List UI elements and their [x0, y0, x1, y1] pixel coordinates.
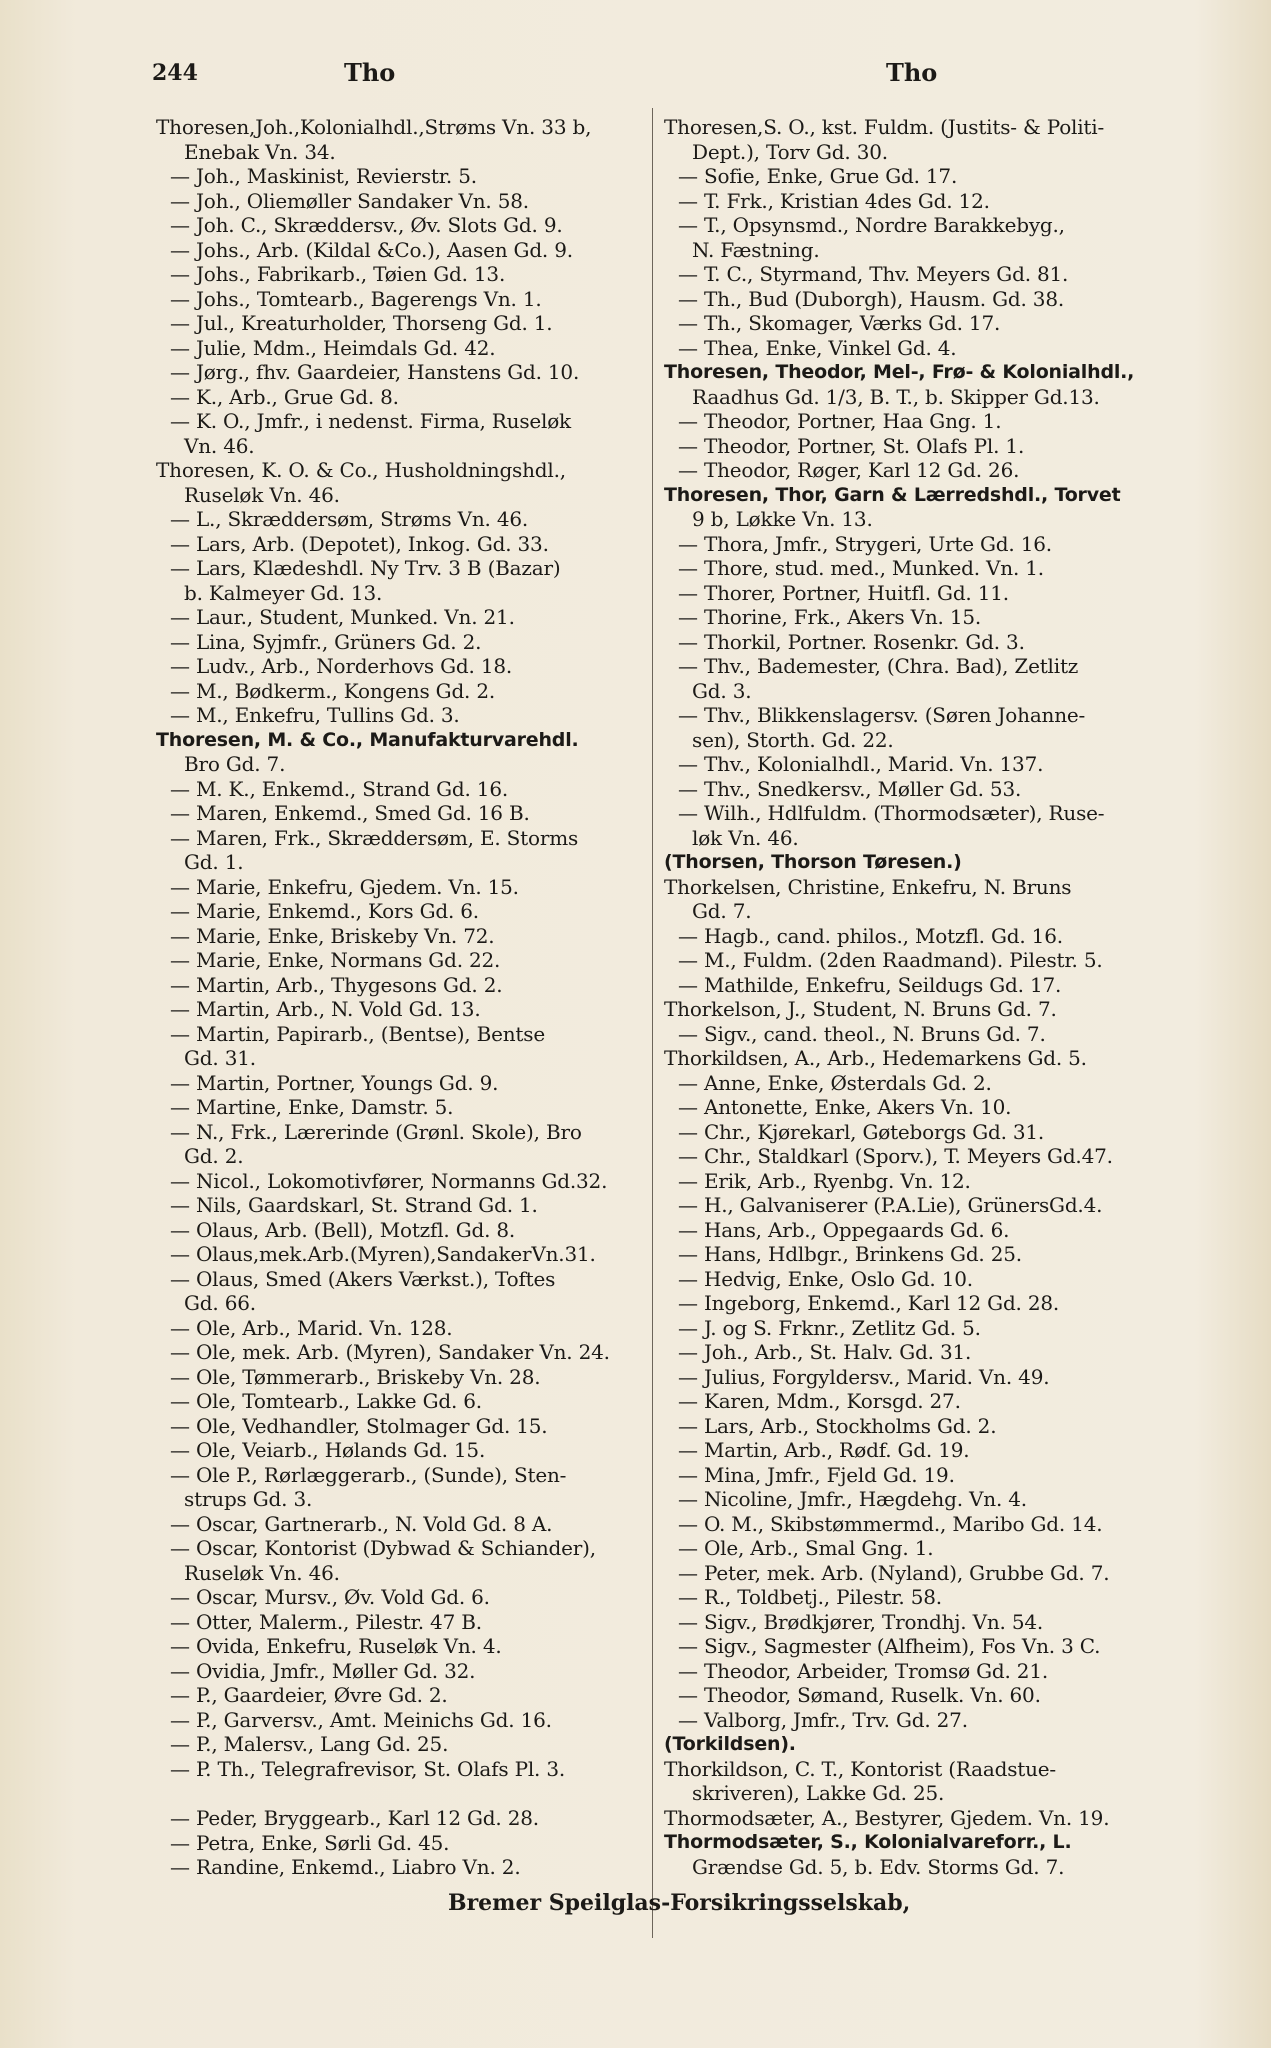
directory-entry-line: — Ole, Veiarb., Hølands Gd. 15. [170, 1438, 486, 1462]
directory-entry-line: — Olaus, Arb. (Bell), Motzfl. Gd. 8. [170, 1217, 516, 1242]
directory-entry-line: løk Vn. 46. [692, 825, 799, 850]
directory-entry-line: Gd. 66. [184, 1291, 256, 1315]
directory-entry-line: — T., Opsynsmd., Nordre Barakkebyg., [678, 213, 1065, 237]
directory-entry-line: — Theodor, Røger, Karl 12 Gd. 26. [678, 458, 1020, 482]
directory-entry-line: Thoresen, Theodor, Mel-, Frø- & Kolonialhdl., [664, 361, 1135, 383]
directory-entry-line: — Martin, Arb., Rødf. Gd. 19. [678, 1438, 970, 1462]
directory-entry-line: (Torkildsen). [664, 1733, 796, 1755]
directory-entry-line: Thorkelsen, Christine, Enkefru, N. Bruns [664, 874, 1072, 899]
directory-entry-line: — Thore, stud. med., Munked. Vn. 1. [678, 556, 1044, 580]
directory-entry-line: — Laur., Student, Munked. Vn. 21. [170, 605, 515, 629]
directory-entry-line: — Lars, Klædeshdl. Ny Trv. 3 B (Bazar) [170, 556, 561, 580]
left-column [156, 115, 666, 1880]
directory-entry-line: N. Fæstning. [692, 237, 820, 262]
directory-entry-line: Ruseløk Vn. 46. [184, 1560, 340, 1585]
directory-entry-line: — Joh., Maskinist, Revierstr. 5. [170, 164, 477, 188]
directory-entry-line: — Martin, Arb., N. Vold Gd. 13. [170, 997, 481, 1021]
directory-entry-line: Thormodsæter, A., Bestyrer, Gjedem. Vn. 19. [664, 1805, 1110, 1830]
directory-entry-line: Thorkildson, C. T., Kontorist (Raadstue- [664, 1756, 1056, 1781]
directory-entry-line: — Mina, Jmfr., Fjeld Gd. 19. [678, 1462, 955, 1487]
directory-entry-line: — P., Gaardeier, Øvre Gd. 2. [170, 1683, 448, 1707]
directory-entry-line: — Th., Skomager, Værks Gd. 17. [678, 311, 1001, 335]
directory-entry-line: — Petra, Enke, Sørli Gd. 45. [170, 1830, 450, 1855]
directory-entry-line: Gd. 31. [184, 1046, 256, 1070]
directory-entry-line: Dept.), Torv Gd. 30. [692, 139, 888, 164]
directory-entry-line: — Erik, Arb., Ryenbg. Vn. 12. [678, 1168, 971, 1193]
directory-entry-line: — Valborg, Jmfr., Trv. Gd. 27. [678, 1707, 968, 1732]
footer-advert: Bremer Speilglas-Forsikringsselskab, [448, 1890, 911, 1916]
directory-entry-line: — Ole P., Rørlæggerarb., (Sunde), Sten- [170, 1462, 567, 1487]
directory-entry-line: — R., Toldbetj., Pilestr. 58. [678, 1585, 942, 1609]
directory-entry-line: — Julius, Forgyldersv., Marid. Vn. 49. [678, 1364, 1050, 1389]
directory-entry-line: — Chr., Staldkarl (Sporv.), T. Meyers Gd.47. [678, 1144, 1113, 1168]
directory-entry-line: — Thorer, Portner, Huitfl. Gd. 11. [678, 580, 1009, 605]
directory-entry-line: — Maren, Frk., Skræddersøm, E. Storms [170, 825, 579, 850]
directory-entry-line: — Mathilde, Enkefru, Seildugs Gd. 17. [678, 972, 1062, 997]
directory-entry-line: — Thv., Blikkenslagersv. (Søren Johanne- [678, 703, 1086, 727]
directory-entry-line: — Thv., Snedkersv., Møller Gd. 53. [678, 776, 1022, 801]
directory-entry-line: — Hans, Hdlbgr., Brinkens Gd. 25. [678, 1242, 1022, 1266]
directory-entry-line: — Jul., Kreaturholder, Thorseng Gd. 1. [170, 311, 553, 335]
directory-entry-line: — Olaus,mek.Arb.(Myren),SandakerVn.31. [170, 1242, 596, 1266]
directory-entry-line: Vn. 46. [184, 433, 255, 458]
directory-entry-line: Raadhus Gd. 1/3, B. T., b. Skipper Gd.13. [692, 384, 1100, 409]
directory-entry-line: — Hans, Arb., Oppegaards Gd. 6. [678, 1217, 1010, 1242]
directory-entry-line: — Johs., Tomtearb., Bagerengs Vn. 1. [170, 286, 542, 311]
directory-entry-line: Thoresen,Joh.,Kolonialhdl.,Strøms Vn. 33 b, [156, 115, 592, 139]
directory-entry-line: — Ole, Tømmerarb., Briskeby Vn. 28. [170, 1364, 541, 1389]
directory-entry-line: — P., Malersv., Lang Gd. 25. [170, 1732, 449, 1756]
directory-entry-line: — Hedvig, Enke, Oslo Gd. 10. [678, 1266, 973, 1291]
directory-entry-line: — T. Frk., Kristian 4des Gd. 12. [678, 188, 990, 213]
directory-entry-line: — Joh. C., Skræddersv., Øv. Slots Gd. 9. [170, 213, 563, 237]
directory-entry-line: — Ole, Vedhandler, Stolmager Gd. 15. [170, 1413, 548, 1438]
directory-entry-line: — Martin, Arb., Thygesons Gd. 2. [170, 972, 503, 997]
directory-entry-line: — Nicol., Lokomotivfører, Normanns Gd.32. [170, 1168, 608, 1193]
directory-entry-line: — Theodor, Sømand, Ruselk. Vn. 60. [678, 1683, 1041, 1707]
directory-entry-line: — Peder, Bryggearb., Karl 12 Gd. 28. [170, 1806, 539, 1830]
directory-entry-line: — Theodor, Portner, St. Olafs Pl. 1. [678, 433, 1025, 458]
directory-entry-line: Gd. 1. [184, 850, 244, 874]
directory-entry-line: — Thorine, Frk., Akers Vn. 15. [678, 605, 982, 629]
page-number: 244 [152, 60, 198, 86]
right-column [664, 115, 1174, 1879]
directory-entry-line: Enebak Vn. 34. [184, 139, 336, 164]
directory-entry-line: Thoresen, Thor, Garn & Lærredshdl., Torvet [664, 483, 1121, 506]
running-head-left: Tho [344, 58, 396, 87]
directory-entry-line: — Theodor, Portner, Haa Gng. 1. [678, 409, 1002, 433]
directory-entry-line: — Thv., Kolonialhdl., Marid. Vn. 137. [678, 752, 1044, 776]
directory-entry-line: — Ole, Arb., Marid. Vn. 128. [170, 1315, 453, 1340]
directory-entry-line: Thorkelson, J., Student, N. Bruns Gd. 7. [664, 997, 1057, 1021]
directory-entry-line: — Marie, Enke, Normans Gd. 22. [170, 948, 501, 972]
directory-entry-line: — Thea, Enke, Vinkel Gd. 4. [678, 335, 957, 360]
directory-entry-line: Gd. 3. [692, 678, 752, 703]
directory-entry-line: — Ole, mek. Arb. (Myren), Sandaker Vn. 24. [170, 1340, 610, 1364]
directory-entry-line: — Antonette, Enke, Akers Vn. 10. [678, 1095, 1012, 1119]
directory-entry-line: — M., Enkefru, Tullins Gd. 3. [170, 703, 460, 727]
directory-entry-line: b. Kalmeyer Gd. 13. [184, 580, 383, 605]
directory-entry-line: — Martin, Portner, Youngs Gd. 9. [170, 1070, 499, 1095]
directory-entry-line: — Jørg., fhv. Gaardeier, Hanstens Gd. 10. [170, 360, 580, 384]
directory-entry-line: — Sigv., cand. theol., N. Bruns Gd. 7. [678, 1021, 1046, 1046]
directory-entry-line: — Ovidia, Jmfr., Møller Gd. 32. [170, 1658, 476, 1683]
directory-entry-line: — M. K., Enkemd., Strand Gd. 16. [170, 776, 509, 801]
directory-entry-line: — Ingeborg, Enkemd., Karl 12 Gd. 28. [678, 1291, 1060, 1315]
directory-entry-line: Thoresen, K. O. & Co., Husholdningshdl., [156, 458, 566, 482]
directory-entry-line: Grændse Gd. 5, b. Edv. Storms Gd. 7. [692, 1854, 1065, 1879]
entry-gap [156, 1781, 666, 1806]
directory-entry-line: — Johs., Arb. (Kildal &Co.), Aasen Gd. 9. [170, 237, 573, 262]
directory-entry-line: — Anne, Enke, Østerdals Gd. 2. [678, 1070, 992, 1095]
directory-entry-line: — Ovida, Enkefru, Ruseløk Vn. 4. [170, 1634, 502, 1658]
directory-entry-line: Thoresen, M. & Co., Manufakturvarehdl. [156, 728, 579, 751]
directory-entry-line: — M., Bødkerm., Kongens Gd. 2. [170, 678, 496, 703]
directory-entry-line: — L., Skræddersøm, Strøms Vn. 46. [170, 507, 529, 531]
directory-entry-line: — Joh., Oliemøller Sandaker Vn. 58. [170, 188, 529, 213]
directory-entry-line: Thorkildsen, A., Arb., Hedemarkens Gd. 5. [664, 1046, 1087, 1070]
directory-entry-line: — Otter, Malerm., Pilestr. 47 B. [170, 1609, 482, 1634]
directory-entry-line: — Marie, Enkefru, Gjedem. Vn. 15. [170, 874, 519, 899]
directory-entry-line: — H., Galvaniserer (P.A.Lie), GrünersGd.4. [678, 1193, 1103, 1217]
directory-entry-line: — P. Th., Telegrafrevisor, St. Olafs Pl. 3. [170, 1756, 566, 1781]
directory-entry-line: — Chr., Kjørekarl, Gøteborgs Gd. 31. [678, 1119, 1045, 1144]
directory-entry-line: (Thorsen, Thorson Tøresen.) [664, 851, 962, 873]
directory-entry-line: 9 b, Løkke Vn. 13. [692, 507, 873, 531]
directory-entry-line: — Thora, Jmfr., Strygeri, Urte Gd. 16. [678, 531, 1052, 556]
directory-entry-line: — Randine, Enkemd., Liabro Vn. 2. [170, 1855, 521, 1879]
directory-entry-line: — Martine, Enke, Damstr. 5. [170, 1095, 454, 1119]
directory-entry-line: — Thv., Bademester, (Chra. Bad), Zetlitz [678, 654, 1079, 678]
directory-entry-line: Gd. 2. [184, 1144, 244, 1168]
directory-entry-line: — T. C., Styrmand, Thv. Meyers Gd. 81. [678, 262, 1069, 286]
directory-entry-line: — Sigv., Brødkjører, Trondhj. Vn. 54. [678, 1609, 1044, 1634]
directory-entry-line: Bro Gd. 7. [184, 752, 286, 776]
directory-entry-line: Thormodsæter, S., Kolonialvareforr., L. [664, 1831, 1072, 1853]
directory-entry-line: Ruseløk Vn. 46. [184, 482, 340, 507]
directory-entry-line: — Marie, Enkemd., Kors Gd. 6. [170, 899, 479, 923]
directory-entry-line: — Wilh., Hdlfuldm. (Thormodsæter), Ruse- [678, 801, 1105, 825]
directory-entry-line: — Oscar, Kontorist (Dybwad & Schiander), [170, 1536, 596, 1560]
directory-entry-line: — N., Frk., Lærerinde (Grønl. Skole), Bro [170, 1119, 582, 1144]
directory-entry-line: — Oscar, Mursv., Øv. Vold Gd. 6. [170, 1585, 490, 1609]
directory-entry-line: — Oscar, Gartnerarb., N. Vold Gd. 8 A. [170, 1511, 553, 1536]
directory-entry-line: — P., Garversv., Amt. Meinichs Gd. 16. [170, 1707, 552, 1732]
directory-entry-line: — Nicoline, Jmfr., Hægdehg. Vn. 4. [678, 1487, 1027, 1511]
directory-entry-line: Thoresen,S. O., kst. Fuldm. (Justits- & Politi- [664, 115, 1105, 139]
directory-entry-line: — Martin, Papirarb., (Bentse), Bentse [170, 1021, 545, 1046]
directory-entry-line: — Johs., Fabrikarb., Tøien Gd. 13. [170, 262, 506, 286]
directory-entry-line: — Thorkil, Portner. Rosenkr. Gd. 3. [678, 629, 1025, 654]
directory-entry-line: — M., Fuldm. (2den Raadmand). Pilestr. 5. [678, 948, 1103, 972]
directory-entry-line: — Karen, Mdm., Korsgd. 27. [678, 1389, 961, 1413]
directory-entry-line: — Ludv., Arb., Norderhovs Gd. 18. [170, 654, 513, 678]
running-head-right: Tho [886, 58, 938, 87]
directory-entry-line: Gd. 7. [692, 899, 752, 923]
directory-entry-line: — K., Arb., Grue Gd. 8. [170, 384, 399, 409]
directory-entry-line: — Th., Bud (Duborgh), Hausm. Gd. 38. [678, 286, 1065, 311]
directory-entry-line: — O. M., Skibstømmermd., Maribo Gd. 14. [678, 1511, 1103, 1536]
directory-entry-line: — Theodor, Arbeider, Tromsø Gd. 21. [678, 1658, 1049, 1683]
directory-entry-line: — Sigv., Sagmester (Alfheim), Fos Vn. 3 C. [678, 1634, 1101, 1658]
directory-entry-line: — Ole, Tomtearb., Lakke Gd. 6. [170, 1389, 482, 1413]
directory-entry-line: — Sofie, Enke, Grue Gd. 17. [678, 164, 958, 188]
directory-entry-line: — Maren, Enkemd., Smed Gd. 16 B. [170, 801, 530, 825]
directory-entry-line: — Marie, Enke, Briskeby Vn. 72. [170, 923, 495, 948]
directory-entry-line: — Olaus, Smed (Akers Værkst.), Toftes [170, 1266, 556, 1291]
directory-entry-line: — J. og S. Frknr., Zetlitz Gd. 5. [678, 1315, 981, 1340]
column-divider [652, 108, 653, 1938]
directory-entry-line: — Nils, Gaardskarl, St. Strand Gd. 1. [170, 1193, 538, 1217]
directory-entry-line: — Lars, Arb. (Depotet), Inkog. Gd. 33. [170, 531, 549, 556]
directory-entry-line: — K. O., Jmfr., i nedenst. Firma, Ruseløk [170, 409, 571, 433]
directory-entry-line: skriveren), Lakke Gd. 25. [692, 1781, 945, 1805]
directory-entry-line: — Joh., Arb., St. Halv. Gd. 31. [678, 1340, 972, 1364]
directory-entry-line: — Julie, Mdm., Heimdals Gd. 42. [170, 335, 496, 360]
directory-entry-line: strups Gd. 3. [184, 1487, 313, 1511]
directory-entry-line: — Ole, Arb., Smal Gng. 1. [678, 1536, 934, 1560]
directory-entry-line: — Peter, mek. Arb. (Nyland), Grubbe Gd. 7. [678, 1560, 1110, 1585]
directory-entry-line: sen), Storth. Gd. 22. [692, 727, 894, 752]
directory-entry-line: — Hagb., cand. philos., Motzfl. Gd. 16. [678, 923, 1063, 948]
directory-entry-line: — Lina, Syjmfr., Grüners Gd. 2. [170, 629, 482, 654]
directory-entry-line: — Lars, Arb., Stockholms Gd. 2. [678, 1413, 997, 1438]
